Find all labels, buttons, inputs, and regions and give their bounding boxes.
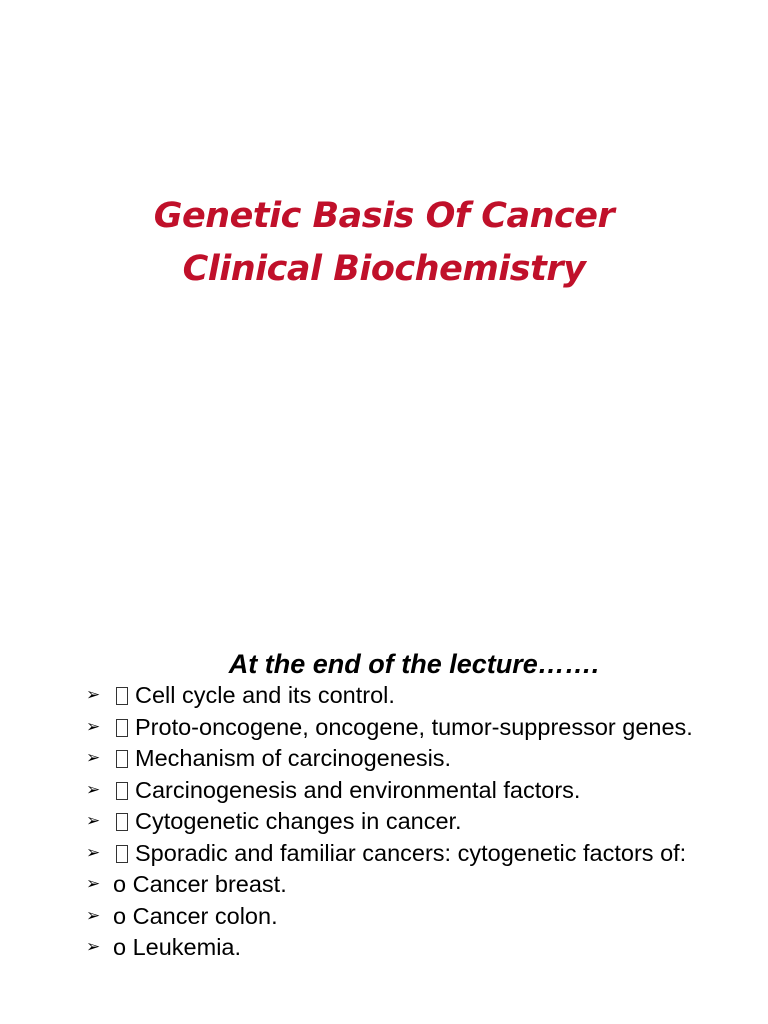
missing-glyph-box-icon <box>116 845 128 863</box>
objectives-list <box>86 680 756 964</box>
missing-glyph-box-icon <box>116 719 128 737</box>
arrow-bullet-icon: ➢ <box>86 811 101 831</box>
list-item-text: o Leukemia. <box>113 934 242 960</box>
list-item <box>86 932 756 964</box>
arrow-bullet-icon: ➢ <box>86 937 101 957</box>
title-line-main: Genetic Basis Of Cancer <box>153 196 615 236</box>
list-item-text: Mechanism of carcinogenesis. <box>135 745 452 771</box>
arrow-bullet-icon: ➢ <box>86 685 101 705</box>
list-item <box>86 869 756 901</box>
list-item <box>86 712 756 744</box>
list-item-text: Proto-oncogene, oncogene, tumor-suppressor genes. <box>135 713 693 740</box>
list-item-text: Carcinogenesis and environmental factors. <box>135 776 581 803</box>
arrow-bullet-icon: ➢ <box>86 905 101 926</box>
list-item <box>86 838 756 870</box>
missing-glyph-box-icon <box>116 750 128 768</box>
list-item <box>86 743 756 775</box>
list-item-text: Cytogenetic changes in cancer. <box>135 808 462 834</box>
arrow-bullet-icon: ➢ <box>86 842 101 863</box>
arrow-bullet-icon: ➢ <box>86 779 101 800</box>
arrow-bullet-icon: ➢ <box>86 874 101 894</box>
list-item <box>86 775 756 807</box>
arrow-bullet-icon: ➢ <box>86 748 101 768</box>
list-item-text: o Cancer breast. <box>113 871 287 897</box>
title-line-subtitle: Clinical Biochemistry <box>182 249 586 289</box>
list-item-text: o Cancer colon. <box>113 902 278 929</box>
list-item <box>86 680 756 712</box>
missing-glyph-box-icon <box>116 782 128 800</box>
missing-glyph-box-icon <box>116 687 128 705</box>
objectives-heading: At the end of the lecture……. <box>228 649 600 679</box>
slide-title <box>0 190 768 296</box>
list-item-text: Cell cycle and its control. <box>135 682 395 708</box>
list-item-text: Sporadic and familiar cancers: cytogenetic factors of: <box>135 839 687 866</box>
missing-glyph-box-icon <box>116 813 128 831</box>
list-item <box>86 806 756 838</box>
list-item <box>86 901 756 933</box>
arrow-bullet-icon: ➢ <box>86 716 101 737</box>
